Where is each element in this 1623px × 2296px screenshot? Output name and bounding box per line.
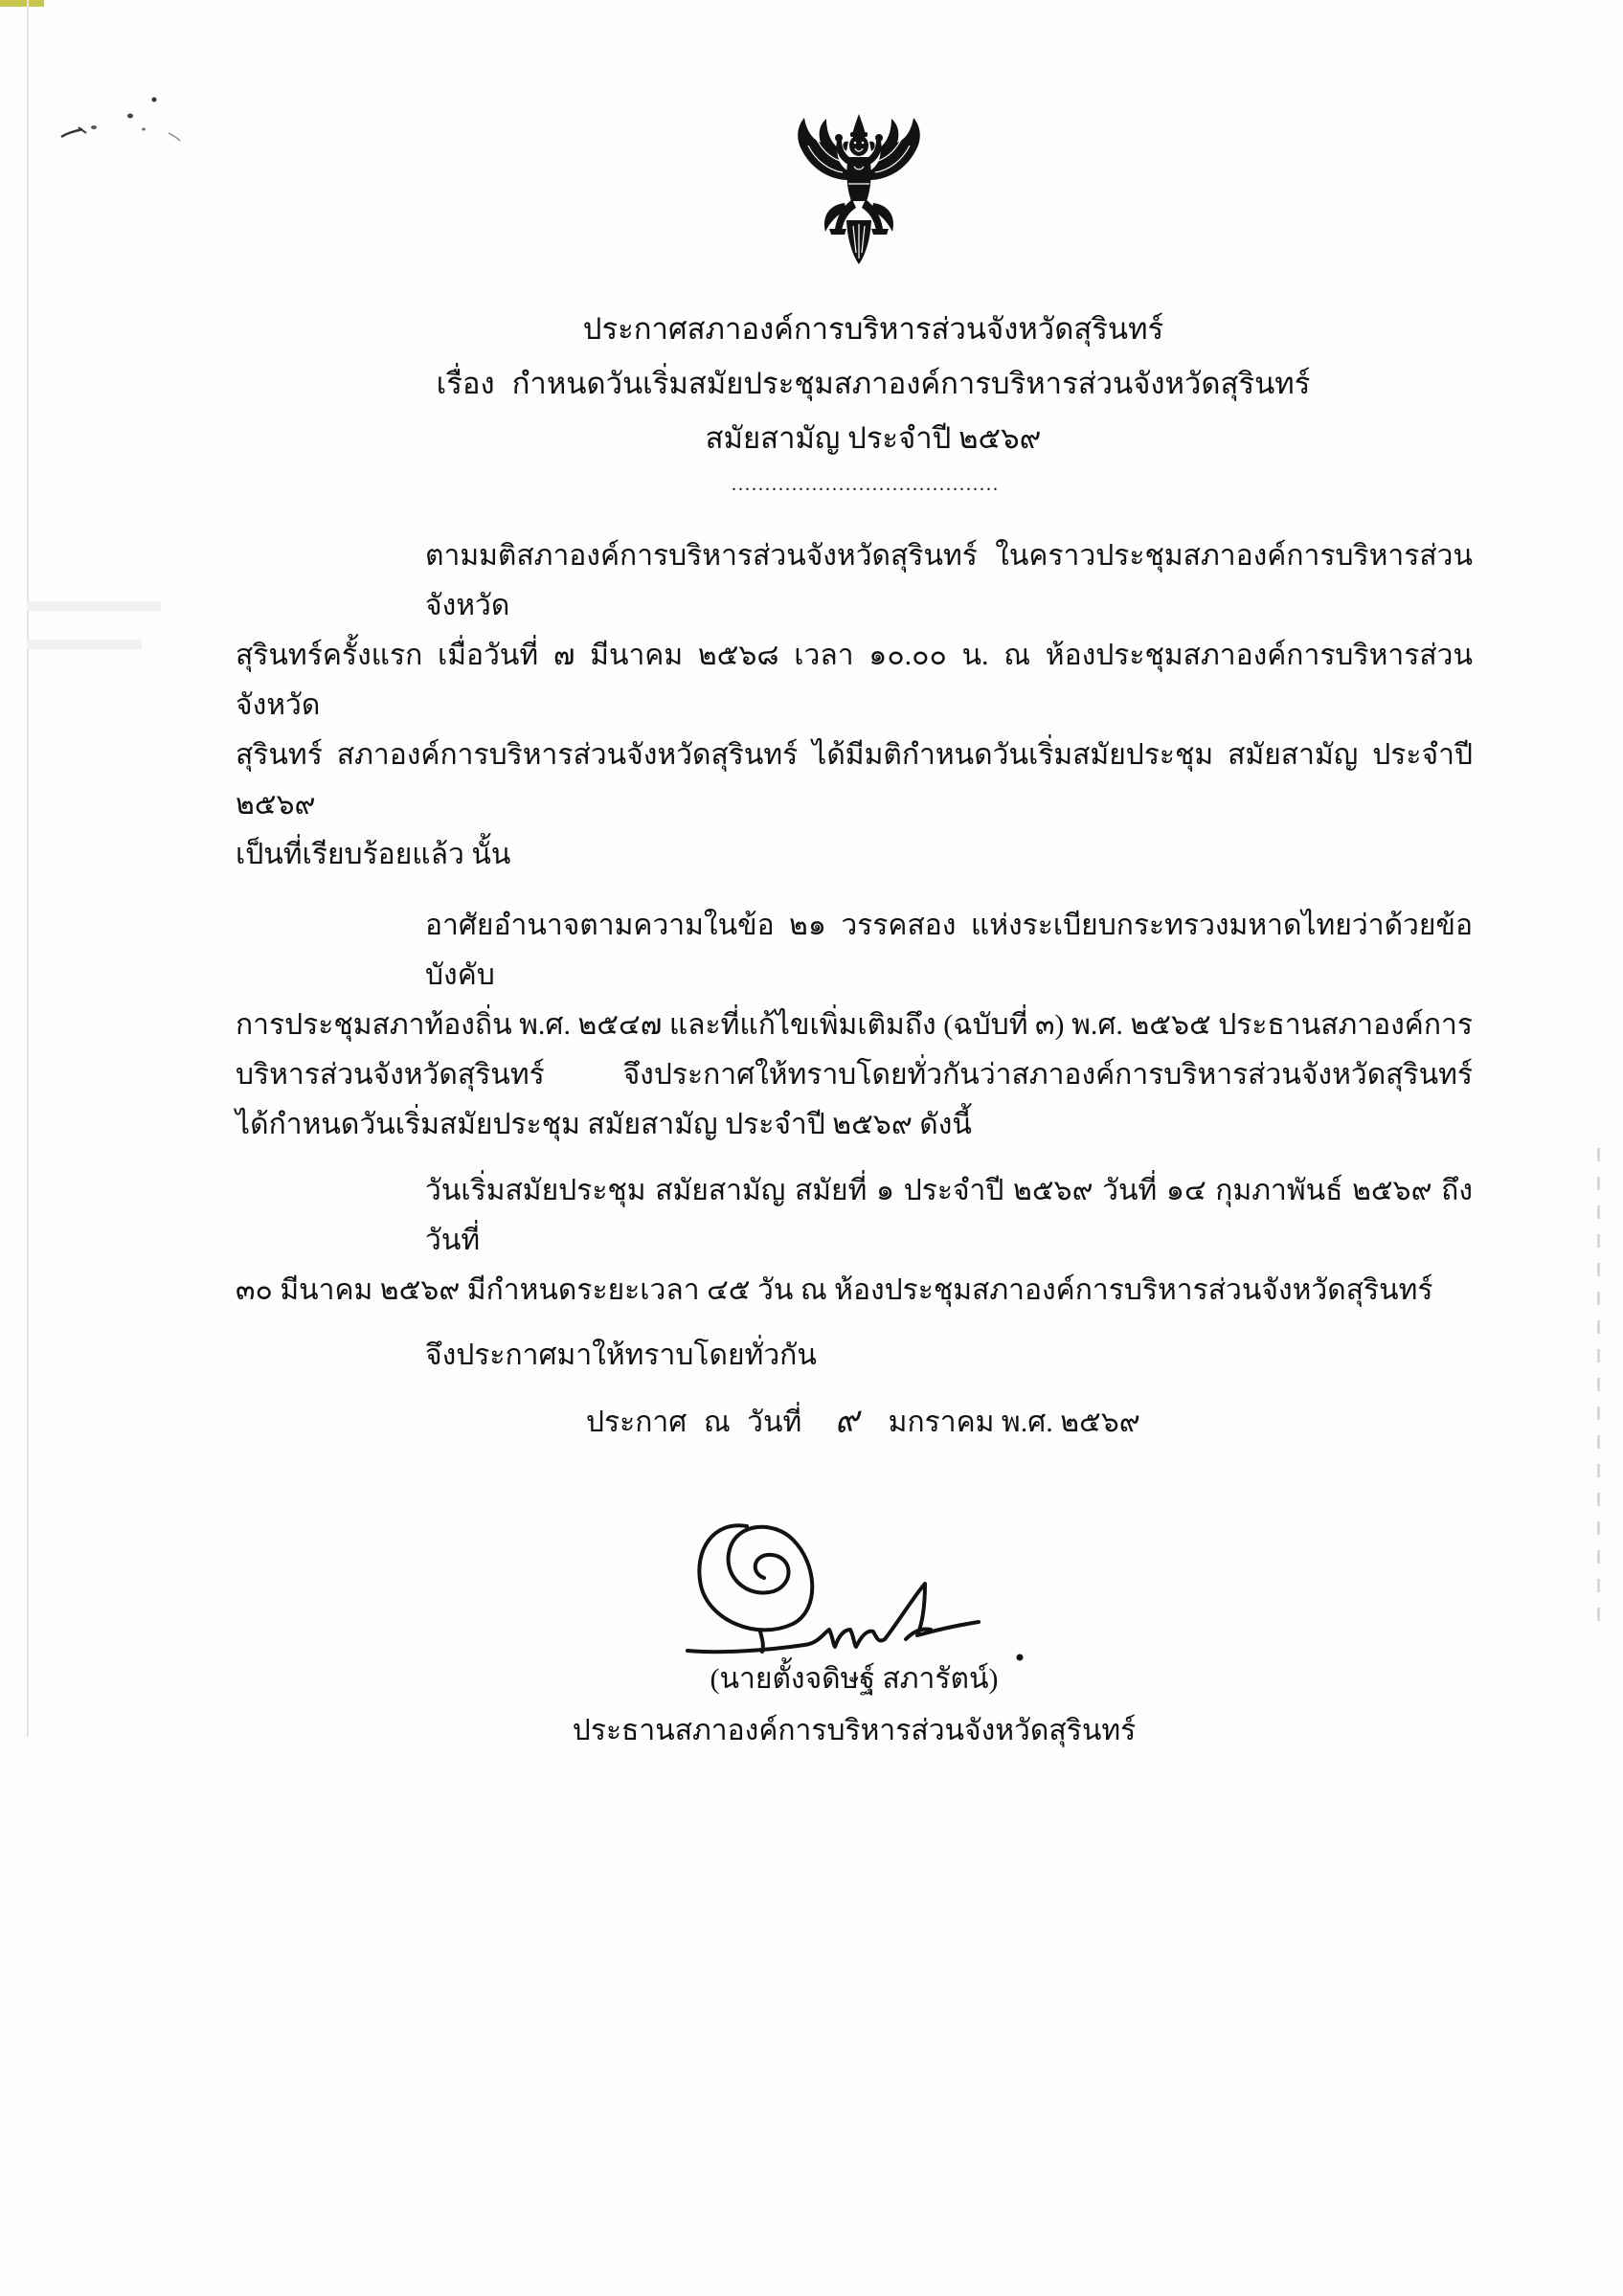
paragraph-session-dates bbox=[236, 1166, 1473, 1316]
scan-artifact-blot bbox=[27, 601, 161, 611]
paragraph-line: ตามมติสภาองค์การบริหารส่วนจังหวัดสุรินทร์ ในคราวประชุมสภาองค์การบริหารส่วนจังหวัด bbox=[425, 540, 1473, 621]
paragraph-resolution bbox=[236, 531, 1473, 880]
paragraph-line: บริหารส่วนจังหวัดสุรินทร์ จึงประกาศให้ทราบโดยทั่วกันว่าสภาองค์การบริหารส่วนจังหวัดสุรินทร์ bbox=[236, 1059, 1473, 1091]
paragraph-line: ได้กำหนดวันเริ่มสมัยประชุม สมัยสามัญ ประจำปี ๒๕๖๙ ดังนี้ bbox=[236, 1109, 972, 1140]
announcement-subject bbox=[274, 356, 1473, 411]
paragraph-line: เป็นที่เรียบร้อยแล้ว นั้น bbox=[236, 839, 511, 870]
announcement-date bbox=[236, 1395, 1473, 1448]
signatory-name: (นายตั้งจดิษฐ์ สภารัตน์) bbox=[710, 1663, 999, 1695]
handwritten-signature-icon bbox=[680, 1511, 1034, 1664]
paragraph-line: การประชุมสภาท้องถิ่น พ.ศ. ๒๕๔๗ และที่แก้ไขเพิ่มเติมถึง (ฉบับที่ ๓) พ.ศ. ๒๕๖๕ ประธานสภาองค์การ bbox=[236, 1009, 1473, 1041]
scan-artifact-left-edge bbox=[27, 0, 29, 1737]
garuda-emblem-icon bbox=[787, 113, 931, 266]
announcement-session: สมัยสามัญ ประจำปี ๒๕๖๙ bbox=[705, 421, 1042, 455]
paragraph-line: สุรินทร์ สภาองค์การบริหารส่วนจังหวัดสุรินทร์ ได้มีมติกำหนดวันเริ่มสมัยประชุม สมัยสามัญ ประจำปี ๒๕๖๙ bbox=[236, 739, 1473, 821]
announcement-heading bbox=[236, 302, 1473, 465]
paragraph-authority bbox=[236, 901, 1473, 1150]
handwritten-day: ๙ bbox=[832, 1399, 862, 1441]
date-prefix: ประกาศ ณ วันที่ bbox=[586, 1407, 802, 1438]
paragraph-line: วันเริ่มสมัยประชุม สมัยสามัญ สมัยที่ ๑ ประจำปี ๒๕๖๙ วันที่ ๑๔ กุมภาพันธ์ ๒๕๖๙ ถึงวันที่ bbox=[425, 1175, 1473, 1256]
paragraph-line: สุรินทร์ครั้งแรก เมื่อวันที่ ๗ มีนาคม ๒๕๖๘ เวลา ๑๐.๐๐ น. ณ ห้องประชุมสภาองค์การบริหารส่วนจังหวัด bbox=[236, 640, 1473, 721]
subject-text: กำหนดวันเริ่มสมัยประชุมสภาองค์การบริหารส่วนจังหวัดสุรินทร์ bbox=[511, 367, 1311, 400]
scan-artifact-specks bbox=[57, 91, 192, 148]
scan-artifact-right-edge bbox=[1597, 1148, 1600, 1634]
scan-artifact-strip bbox=[0, 0, 44, 7]
announcement-title: ประกาศสภาองค์การบริหารส่วนจังหวัดสุรินทร์ bbox=[582, 312, 1164, 346]
date-month-year: มกราคม พ.ศ. ๒๕๖๙ bbox=[888, 1407, 1140, 1438]
dotted-separator: ........................................ bbox=[732, 475, 1000, 494]
paragraph-line: ๓๐ มีนาคม ๒๕๖๙ มีกำหนดระยะเวลา ๔๕ วัน ณ ห้องประชุมสภาองค์การบริหารส่วนจังหวัดสุรินทร์ bbox=[236, 1274, 1433, 1306]
closing-statement: จึงประกาศมาให้ทราบโดยทั่วกัน bbox=[425, 1339, 817, 1371]
document-body bbox=[236, 0, 1473, 1756]
subject-label: เรื่อง bbox=[436, 367, 495, 400]
paragraph-line: อาศัยอำนาจตามความในข้อ ๒๑ วรรคสอง แห่งระเบียบกระทรวงมหาดไทยว่าด้วยข้อบังคับ bbox=[425, 910, 1473, 991]
signatory-position: ประธานสภาองค์การบริหารส่วนจังหวัดสุรินทร์ bbox=[572, 1715, 1137, 1746]
scan-artifact-blot bbox=[27, 640, 142, 649]
